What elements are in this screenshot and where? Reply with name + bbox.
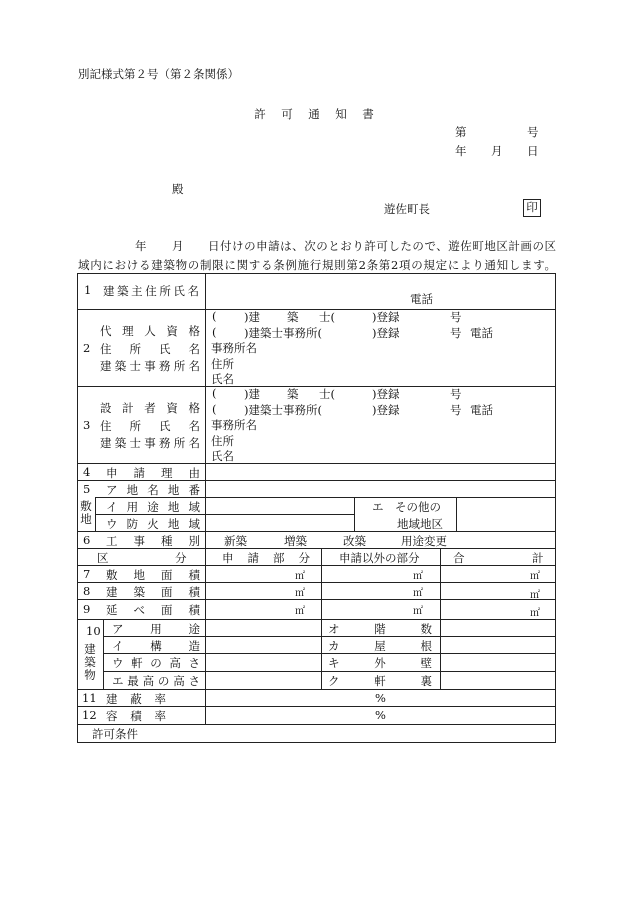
designer-office-name: 事務所名 [211, 418, 257, 432]
body-year: 年 [135, 239, 147, 253]
row7-label: 敷地面積 [106, 568, 200, 582]
row8-unit-apply: ㎡ [295, 588, 305, 599]
building-vlabel-3: 物 [84, 668, 96, 682]
row3-num: 3 [83, 418, 91, 432]
building-floors-label: オ階数 [328, 622, 432, 636]
agent-line2-registration: )登録 [372, 326, 400, 340]
area-head-other: 申請以外の部分 [339, 551, 420, 565]
row1-phone: 電話 [410, 292, 433, 306]
designer-label-office: 建築士事務所名 [100, 436, 200, 450]
agent-name: 氏名 [211, 372, 234, 386]
designer-line2-phone: 電話 [470, 403, 493, 417]
row12-unit: % [375, 708, 386, 722]
row8-unit-other: ㎡ [413, 588, 423, 599]
row8-num: 8 [83, 584, 91, 598]
building-structure-label: イ構造 [112, 639, 200, 653]
date-month: 月 [491, 144, 503, 158]
row11-unit: % [375, 691, 386, 705]
designer-line1-registration: )登録 [372, 387, 400, 401]
row11-label: 建蔽率 [106, 692, 166, 706]
designer-label-address: 住所氏名 [100, 419, 200, 433]
designer-label-qualification: 設計者資格 [100, 401, 200, 415]
agent-line1-shi: 士( [319, 310, 335, 324]
addressee-suffix: 殿 [172, 182, 184, 196]
agent-line1-open: ( [212, 309, 217, 323]
row8-label: 建築面積 [106, 585, 200, 599]
issuer-name: 遊佐町長 [384, 202, 430, 216]
row11-num: 11 [82, 691, 97, 705]
document-title: 許 可 通 知 書 [254, 107, 376, 121]
row6-num: 6 [83, 533, 91, 547]
agent-office-name: 事務所名 [211, 341, 257, 355]
row4-num: 4 [83, 465, 91, 479]
row5-num: 5 [83, 482, 91, 496]
designer-line2-go: 号 [450, 403, 462, 417]
kind-extension: 増築 [284, 534, 307, 548]
kind-new: 新築 [224, 534, 247, 548]
building-max-height-label: エ最高の高さ [112, 674, 200, 688]
building-eave-height-label: ウ軒の高さ [112, 656, 200, 670]
row12-num: 12 [82, 708, 97, 722]
designer-line1-go: 号 [450, 387, 462, 401]
agent-line1-chiku: 築 [287, 310, 299, 324]
designer-address: 住所 [211, 434, 234, 448]
kind-rebuild: 改築 [343, 534, 366, 548]
row9-unit-other: ㎡ [413, 606, 423, 617]
building-roof-label: カ屋根 [328, 639, 432, 653]
agent-label-address: 住所氏名 [100, 342, 200, 356]
row7-unit-other: ㎡ [413, 571, 423, 582]
site-other-district-label-2: 地域地区 [397, 517, 443, 531]
site-use-district-label: イ用途地域 [106, 500, 200, 514]
date-year: 年 [455, 144, 467, 158]
designer-line1-kenchiku: )建 [244, 387, 260, 401]
agent-line1-registration: )登録 [372, 310, 400, 324]
building-vertical-label [83, 643, 97, 682]
site-vertical-label [79, 500, 93, 526]
agent-line2-phone: 電話 [470, 326, 493, 340]
row8-unit-total: ㎡ [530, 590, 540, 601]
agent-line2-open: ( [212, 325, 217, 339]
permit-conditions-label: 許可条件 [92, 727, 138, 741]
row9-num: 9 [83, 602, 91, 616]
designer-line1-open: ( [212, 386, 217, 400]
row7-num: 7 [83, 567, 91, 581]
site-other-district-label-1: エ その他の [372, 500, 441, 514]
designer-name: 氏名 [211, 449, 234, 463]
row1-num: 1 [84, 283, 92, 297]
designer-line2-registration: )登録 [372, 403, 400, 417]
date-day: 日 [527, 144, 539, 158]
site-fire-district-label: ウ防火地域 [106, 517, 200, 531]
body-line-2: 域内における建築物の制限に関する条例施行規則第2条第2項の規定により通知します。 [78, 258, 556, 272]
area-head-total-a: 合 [453, 551, 465, 565]
form-label: 別記様式第２号（第２条関係） [78, 67, 239, 81]
row5-label: ア地名地番 [106, 483, 200, 497]
kind-change-of-use: 用途変更 [401, 534, 447, 548]
row12-label: 容積率 [106, 709, 166, 723]
building-exterior-wall-label: キ外壁 [328, 656, 432, 670]
row10-num: 10 [86, 624, 101, 638]
area-head-apply: 申請部分 [222, 551, 310, 565]
agent-line2-go: 号 [450, 326, 462, 340]
row6-label: 工事種別 [106, 534, 200, 548]
row1-label: 建築主住所氏名 [103, 284, 199, 298]
building-vlabel-2: 築 [84, 655, 96, 669]
seal-stamp: 印 [523, 199, 541, 217]
body-line-1: 日付けの申請は、次のとおり許可したので、遊佐町地区計画の区 [208, 239, 556, 253]
agent-line1-kenchiku: )建 [244, 310, 260, 324]
row7-unit-apply: ㎡ [295, 571, 305, 582]
row9-unit-apply: ㎡ [295, 606, 305, 617]
agent-label-office: 建築士事務所名 [100, 359, 200, 373]
designer-line1-shi: 士( [319, 387, 335, 401]
number-suffix: 号 [527, 125, 539, 139]
designer-line2-office: )建築士事務所( [244, 403, 322, 417]
designer-line2-open: ( [212, 402, 217, 416]
number-prefix: 第 [455, 125, 467, 139]
row7-unit-total: ㎡ [530, 571, 540, 582]
building-eave-soffit-label: ク軒裏 [328, 674, 432, 688]
row2-num: 2 [83, 341, 91, 355]
designer-line1-chiku: 築 [287, 387, 299, 401]
row4-label: 申請理由 [106, 466, 200, 480]
building-use-label: ア用途 [112, 622, 200, 636]
row9-label: 延べ面積 [106, 603, 200, 617]
area-head-bun: 分 [175, 551, 187, 565]
building-vlabel-1: 建 [84, 642, 96, 656]
agent-label-qualification: 代理人資格 [100, 324, 200, 338]
agent-line2-office: )建築士事務所( [244, 326, 322, 340]
site-vlabel-1: 敷 [80, 499, 92, 513]
agent-address: 住所 [211, 357, 234, 371]
area-head-total-b: 計 [532, 551, 544, 565]
agent-line1-go: 号 [450, 310, 462, 324]
site-vlabel-2: 地 [80, 512, 92, 526]
body-month: 月 [172, 239, 184, 253]
area-head-ku: 区 [97, 551, 109, 565]
row9-unit-total: ㎡ [530, 608, 540, 619]
